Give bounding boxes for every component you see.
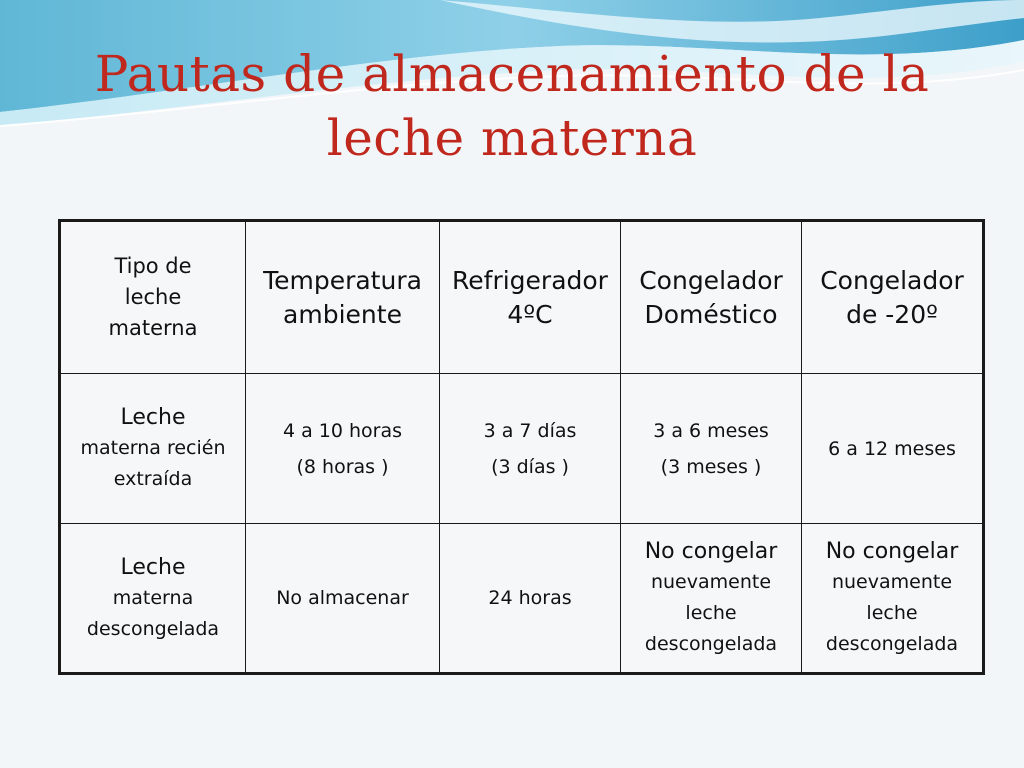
cell-text: No congelar xyxy=(644,539,778,564)
cell-text: nuevamente xyxy=(650,571,772,593)
header-text: materna xyxy=(108,316,198,340)
header-text: Refrigerador xyxy=(452,265,608,295)
row-label xyxy=(60,524,246,674)
header-room-temperature xyxy=(246,221,440,374)
table-cell xyxy=(621,524,802,674)
row-label-text: materna xyxy=(112,586,194,609)
title-line-1: Pautas de almacenamiento de la xyxy=(94,45,930,103)
header-text: ambiente xyxy=(283,299,402,329)
header-text: Congelador xyxy=(639,265,783,295)
header-text: 4ºC xyxy=(507,299,553,329)
cell-text: No almacenar xyxy=(276,587,409,609)
row-label-text: Leche xyxy=(120,405,186,430)
header-text: Tipo de xyxy=(114,254,192,278)
row-label-text: extraída xyxy=(113,468,193,490)
header-deep-freezer xyxy=(802,221,984,374)
cell-text: leche xyxy=(866,602,918,624)
table-cell xyxy=(246,374,440,524)
table-cell xyxy=(802,374,984,524)
cell-text: leche xyxy=(685,602,737,624)
cell-text: No congelar xyxy=(825,539,959,564)
cell-text: 24 horas xyxy=(488,587,572,609)
row-label-text: materna recién xyxy=(80,437,226,459)
cell-text: descongelada xyxy=(825,633,959,655)
cell-text: (3 meses ) xyxy=(660,455,762,478)
cell-text: (3 días ) xyxy=(491,455,569,478)
row-label-text: Leche xyxy=(120,554,186,580)
table-cell xyxy=(440,374,621,524)
storage-table-container xyxy=(58,219,985,675)
header-home-freezer xyxy=(621,221,802,374)
header-text: de -20º xyxy=(846,299,938,329)
table-row-fresh-milk xyxy=(60,374,984,524)
table-cell xyxy=(440,524,621,674)
table-cell xyxy=(621,374,802,524)
cell-text: 4 a 10 horas xyxy=(282,419,403,442)
table-row-thawed-milk xyxy=(60,524,984,674)
header-text: leche xyxy=(124,285,182,309)
slide-title xyxy=(40,42,984,170)
cell-text: 3 a 6 meses xyxy=(653,419,769,442)
row-label-text: descongelada xyxy=(86,617,220,640)
header-text: Temperatura xyxy=(263,265,422,295)
row-label xyxy=(60,374,246,524)
cell-text: descongelada xyxy=(644,633,778,655)
header-text: Doméstico xyxy=(644,299,778,329)
cell-text: (8 horas ) xyxy=(296,455,389,478)
table-cell xyxy=(246,524,440,674)
cell-text: 3 a 7 días xyxy=(483,419,577,442)
header-milk-type xyxy=(60,221,246,374)
title-line-2: leche materna xyxy=(326,109,698,167)
table-header-row xyxy=(60,221,984,374)
cell-text: nuevamente xyxy=(831,571,953,593)
header-refrigerator xyxy=(440,221,621,374)
storage-table xyxy=(58,219,985,675)
table-cell xyxy=(802,524,984,674)
header-text: Congelador xyxy=(820,265,964,295)
cell-text: 6 a 12 meses xyxy=(828,437,956,460)
